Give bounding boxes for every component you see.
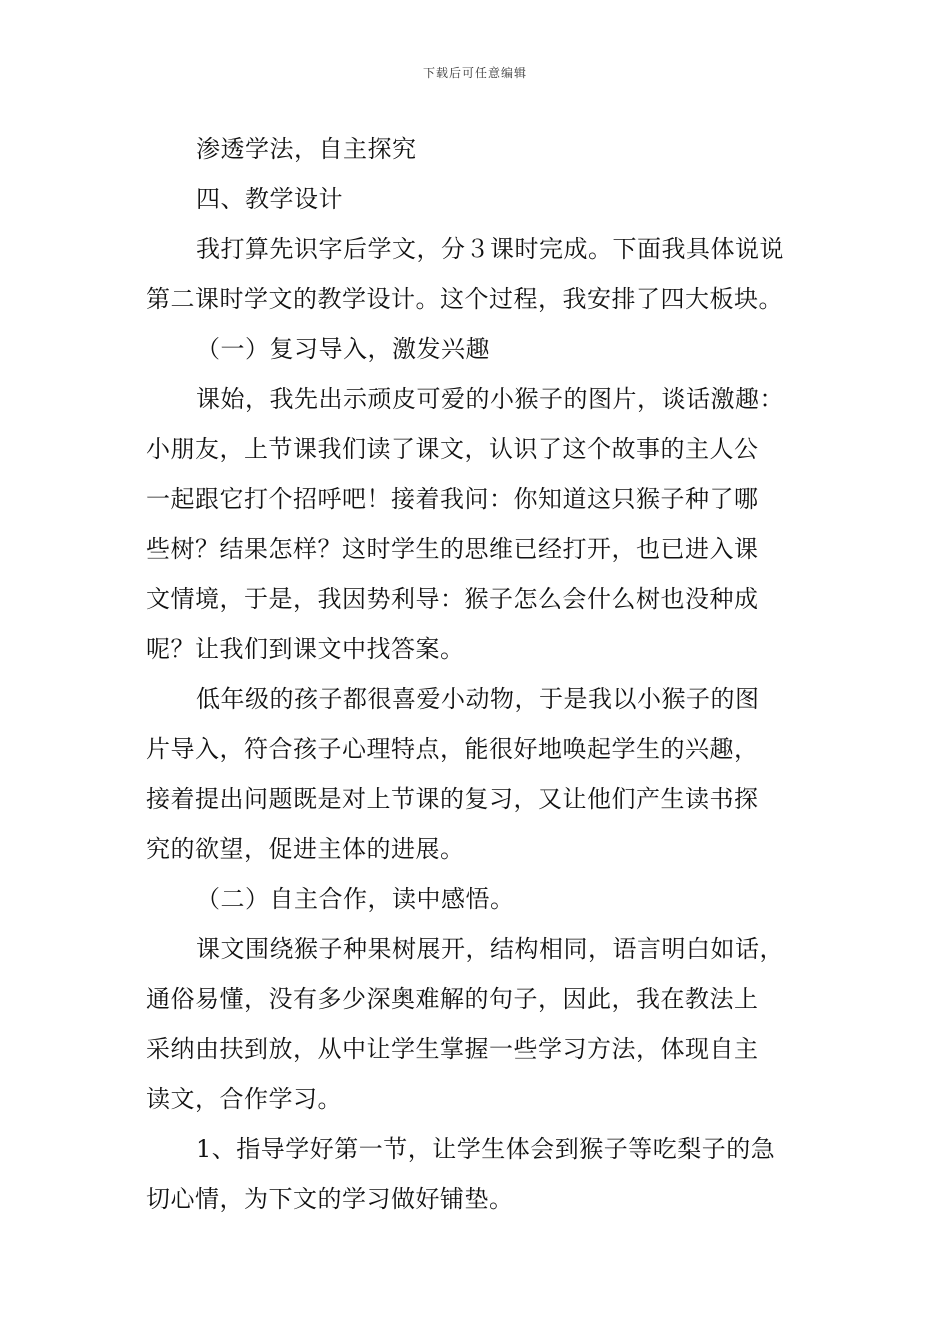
paragraph-line: 接着提出问题既是对上节课的复习，又让他们产生读书探 xyxy=(146,785,759,813)
paragraph-line: 我打算先识字后学文，分３课时完成。下面我具体说说 xyxy=(196,235,784,263)
paragraph-line: 片导入，符合孩子心理特点，能很好地唤起学生的兴趣， xyxy=(146,735,759,763)
paragraph-line: 读文，合作学习。 xyxy=(146,1085,342,1113)
paragraph-line: 文情境，于是，我因势利导：猴子怎么会什么树也没种成 xyxy=(146,585,759,613)
paragraph-line: 1、指导学好第一节，让学生体会到猴子等吃梨子的急 xyxy=(196,1135,776,1163)
subsection-heading: （一）复习导入，激发兴趣 xyxy=(196,335,490,363)
paragraph-line: 一起跟它打个招呼吧！接着我问：你知道这只猴子种了哪 xyxy=(146,485,759,513)
paragraph-line: 切心情，为下文的学习做好铺垫。 xyxy=(146,1185,514,1213)
paragraph-line: 课始，我先出示顽皮可爱的小猴子的图片，谈话激趣： xyxy=(196,385,784,413)
paragraph-line: 呢？让我们到课文中找答案。 xyxy=(146,635,465,663)
paragraph-line: 些树？结果怎样？这时学生的思维已经打开，也已进入课 xyxy=(146,535,759,563)
section-heading: 四、教学设计 xyxy=(196,185,343,213)
paragraph-line: 第二课时学文的教学设计。这个过程，我安排了四大板块。 xyxy=(146,285,783,313)
paragraph-line: 采纳由扶到放，从中让学生掌握一些学习方法，体现自主 xyxy=(146,1035,759,1063)
paragraph-line: 小朋友，上节课我们读了课文，认识了这个故事的主人公 xyxy=(146,435,759,463)
paragraph-line: 低年级的孩子都很喜爱小动物，于是我以小猴子的图 xyxy=(196,685,760,713)
paragraph-line: 通俗易懂，没有多少深奥难解的句子，因此，我在教法上 xyxy=(146,985,759,1013)
subheading-line: 渗透学法，自主探究 xyxy=(196,135,417,163)
paragraph-line: 究的欲望，促进主体的进展。 xyxy=(146,835,465,863)
paragraph-line: 课文围绕猴子种果树展开，结构相同，语言明白如话， xyxy=(196,935,784,963)
page-header-note: 下载后可任意编辑 xyxy=(422,66,527,80)
subsection-heading: （二）自主合作，读中感悟。 xyxy=(196,885,515,913)
